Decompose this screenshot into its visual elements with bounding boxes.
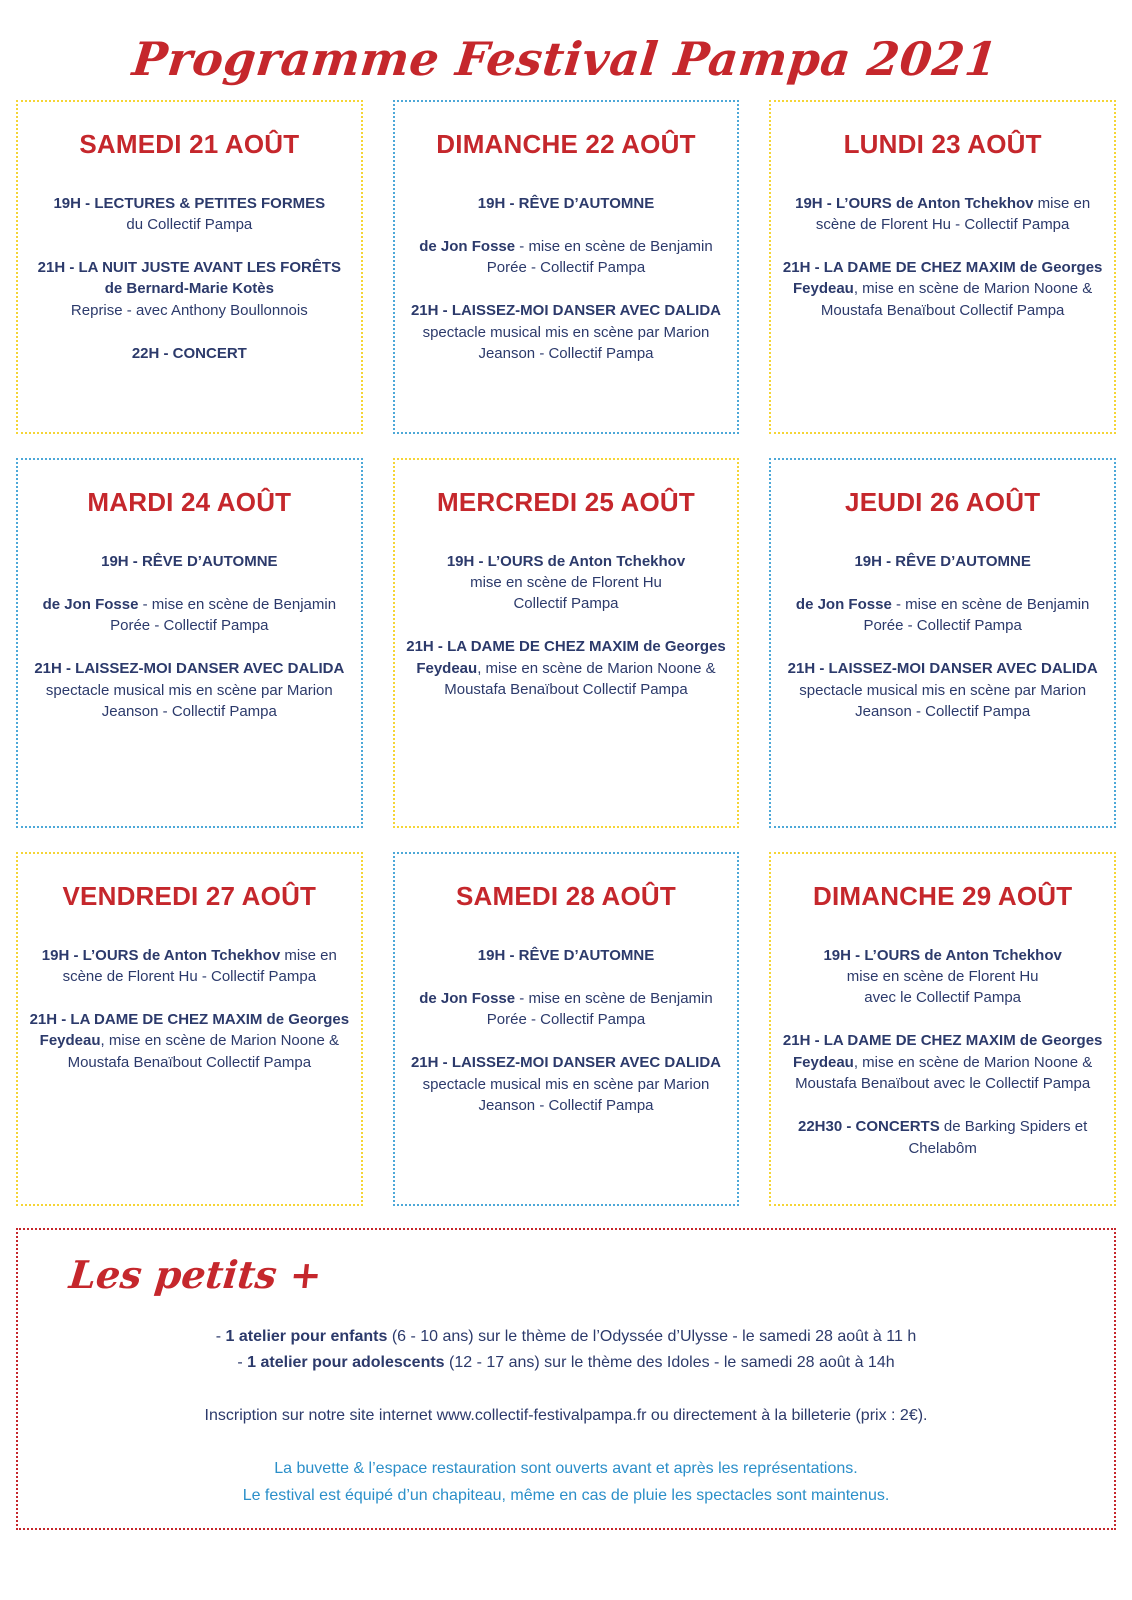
show-entry-lead: 21H - LAISSEZ-MOI DANSER AVEC DALIDA: [410, 302, 721, 320]
show-entry-lead: 19H - RÊVE D’AUTOMNE: [854, 552, 1031, 570]
show-entry: [781, 1116, 1104, 1159]
venue-note-line: La buvette & l’espace restauration sont ouverts avant et après les représentations.: [274, 1460, 858, 1478]
show-entry-lead: de Jon Fosse: [42, 595, 139, 613]
venue-notes: [42, 1455, 1090, 1509]
workshop-name: 1 atelier pour enfants: [225, 1328, 388, 1345]
page-title: Programme Festival Pampa 2021: [129, 32, 1001, 86]
show-entry-lead: 21H - LA DAME DE CHEZ MAXIM de Georges Feydeau: [29, 1011, 350, 1050]
venue-note-line: Le festival est équipé d’un chapiteau, même en cas de pluie les spectacles sont maintenus.: [242, 1487, 890, 1505]
day-card-slots: [781, 551, 1104, 723]
show-entry-line: du Collectif Pampa: [126, 215, 253, 233]
show-entry: [28, 658, 351, 722]
show-entry: [28, 551, 351, 572]
day-card-slots: [405, 193, 728, 365]
workshop-detail: (6 - 10 ans) sur le thème de l’Odyssée d’Ulysse - le samedi 28 août à 11 h: [387, 1328, 917, 1345]
workshops-list: [42, 1324, 1090, 1375]
show-entry-lead: 21H - LAISSEZ-MOI DANSER AVEC DALIDA: [34, 660, 345, 678]
show-entry: [405, 988, 728, 1031]
show-entry-lead: 19H - RÊVE D’AUTOMNE: [101, 552, 278, 570]
show-entry-lead: de Jon Fosse: [795, 595, 892, 613]
show-entry-line: mise en scène de Florent Hu: [470, 573, 662, 591]
day-card: [769, 852, 1116, 1206]
show-entry-detail: spectacle musical mis en scène par Marion Jeanson - Collectif Pampa: [422, 1075, 710, 1115]
show-entry: [781, 594, 1104, 637]
show-entry-detail: , mise en scène de Marion Noone & Moustafa Benaïbout Collectif Pampa: [67, 1032, 339, 1071]
day-card-title: DIMANCHE 22 AOÛT: [436, 129, 696, 159]
day-card: [16, 100, 363, 434]
show-entry-line: avec le Collectif Pampa: [864, 989, 1022, 1007]
show-entry-detail: , mise en scène de Marion Noone & Moustafa Benaïbout avec le Collectif Pampa: [795, 1053, 1093, 1093]
show-entry-line: Collectif Pampa: [513, 595, 619, 613]
show-entry: [781, 193, 1104, 236]
show-entry-lead: 22H - CONCERT: [131, 345, 247, 363]
registration-note: Inscription sur notre site internet www.collectif-festivalpampa.fr ou directement à la billeterie (prix : 2€).: [204, 1407, 928, 1425]
workshop-item: [42, 1324, 1090, 1350]
day-cards-grid: [16, 100, 1116, 1206]
show-entry: [405, 193, 728, 214]
day-card-title: JEUDI 26 AOÛT: [845, 487, 1041, 517]
extras-title: Les petits +: [67, 1252, 325, 1297]
show-entry-detail: , mise en scène de Marion Noone & Moustafa Benaïbout Collectif Pampa: [444, 659, 716, 699]
day-card-slots: [781, 945, 1104, 1159]
show-entry: [781, 551, 1104, 572]
show-entry: [28, 257, 351, 321]
show-entry-lead: 19H - L’OURS de Anton Tchekhov: [795, 194, 1034, 212]
show-entry-lead: 19H - LECTURES & PETITES FORMES: [53, 194, 326, 212]
day-card: [393, 100, 740, 434]
show-entry-detail: - mise en scène de Benjamin Porée - Collectif Pampa: [486, 989, 713, 1029]
show-entry-detail: mise en scène de Florent Hu - Collectif Pampa: [62, 946, 337, 985]
day-card-slots: [28, 193, 351, 365]
show-entry-detail: spectacle musical mis en scène par Marion Jeanson - Collectif Pampa: [799, 681, 1087, 721]
show-entry: [405, 300, 728, 364]
show-entry-lead: de Jon Fosse: [419, 989, 516, 1007]
show-entry: [405, 1052, 728, 1116]
show-entry-lead: 21H - LA DAME DE CHEZ MAXIM de Georges Feydeau: [782, 259, 1103, 298]
show-entry-lead: 19H - L’OURS de Anton Tchekhov: [446, 552, 686, 570]
day-card-title: VENDREDI 27 AOÛT: [62, 881, 317, 911]
show-entry: [405, 945, 728, 966]
day-card-slots: [405, 945, 728, 1117]
show-entry: [781, 945, 1104, 1009]
show-entry-lead: 19H - RÊVE D’AUTOMNE: [477, 946, 655, 964]
day-card: [769, 100, 1116, 434]
show-entry-lead: 21H - LAISSEZ-MOI DANSER AVEC DALIDA: [410, 1054, 721, 1072]
show-entry-detail: spectacle musical mis en scène par Marion Jeanson - Collectif Pampa: [422, 323, 710, 363]
show-entry-lead: 19H - L’OURS de Anton Tchekhov: [41, 946, 281, 964]
show-entry: [405, 236, 728, 279]
show-entry: [28, 1009, 351, 1073]
show-entry: [781, 1030, 1104, 1094]
workshop-name: 1 atelier pour adolescents: [247, 1353, 445, 1371]
day-card-title: MARDI 24 AOÛT: [87, 487, 292, 517]
day-card: [16, 458, 363, 828]
show-entry: [781, 658, 1104, 722]
day-card-slots: [28, 551, 351, 723]
day-card-slots: [28, 945, 351, 1073]
day-card: [393, 458, 740, 828]
show-entry: [781, 257, 1104, 321]
day-card-title: SAMEDI 21 AOÛT: [79, 129, 300, 159]
show-entry-lead: de Jon Fosse: [419, 237, 516, 255]
show-entry-detail: - mise en scène de Benjamin Porée - Collectif Pampa: [110, 595, 337, 635]
show-entry: [28, 343, 351, 364]
show-entry: [28, 594, 351, 637]
day-card-slots: [405, 551, 728, 701]
show-entry-lead: 19H - L’OURS de Anton Tchekhov: [823, 946, 1062, 964]
show-entry-detail: , mise en scène de Marion Noone & Moustafa Benaïbout Collectif Pampa: [820, 280, 1093, 319]
day-card-title: DIMANCHE 29 AOÛT: [812, 881, 1073, 911]
day-card-slots: [781, 193, 1104, 321]
day-card: [769, 458, 1116, 828]
workshop-detail: (12 - 17 ans) sur le thème des Idoles - le samedi 28 août à 14h: [444, 1353, 895, 1371]
day-card-title: LUNDI 23 AOÛT: [843, 129, 1042, 159]
show-entry-lead: 19H - RÊVE D’AUTOMNE: [477, 194, 655, 212]
show-entry-lead: 22H30 - CONCERTS: [798, 1118, 940, 1136]
show-entry-detail: - mise en scène de Benjamin Porée - Collectif Pampa: [863, 595, 1090, 635]
show-entry: [405, 551, 728, 615]
show-entry-lead: 21H - LA DAME DE CHEZ MAXIM de Georges Feydeau: [782, 1032, 1103, 1071]
day-card: [16, 852, 363, 1206]
show-entry-detail: mise en scène de Florent Hu - Collectif Pampa: [815, 194, 1091, 233]
show-entry-detail: spectacle musical mis en scène par Marion Jeanson - Collectif Pampa: [45, 681, 333, 721]
day-card: [393, 852, 740, 1206]
show-entry-lead: 21H - LA NUIT JUSTE AVANT LES FORÊTS de Bernard-Marie Kotès: [37, 259, 341, 298]
workshop-item: [42, 1350, 1090, 1376]
workshop-bullet: -: [215, 1328, 226, 1345]
show-entry-lead: 21H - LA DAME DE CHEZ MAXIM de Georges Feydeau: [406, 638, 726, 677]
workshop-bullet: -: [237, 1353, 248, 1371]
extras-section: [16, 1228, 1116, 1530]
show-entry: [28, 945, 351, 988]
show-entry-detail: - mise en scène de Benjamin Porée - Collectif Pampa: [486, 237, 713, 277]
day-card-title: MERCREDI 25 AOÛT: [437, 487, 695, 517]
show-entry-lead: 21H - LAISSEZ-MOI DANSER AVEC DALIDA: [787, 660, 1098, 678]
show-entry-line: Reprise - avec Anthony Boullonnois: [70, 301, 308, 319]
show-entry-detail: de Barking Spiders et Chelabôm: [908, 1118, 1088, 1157]
day-card-title: SAMEDI 28 AOÛT: [456, 881, 676, 911]
show-entry-line: mise en scène de Florent Hu: [846, 967, 1039, 985]
show-entry: [28, 193, 351, 236]
show-entry: [405, 636, 728, 700]
